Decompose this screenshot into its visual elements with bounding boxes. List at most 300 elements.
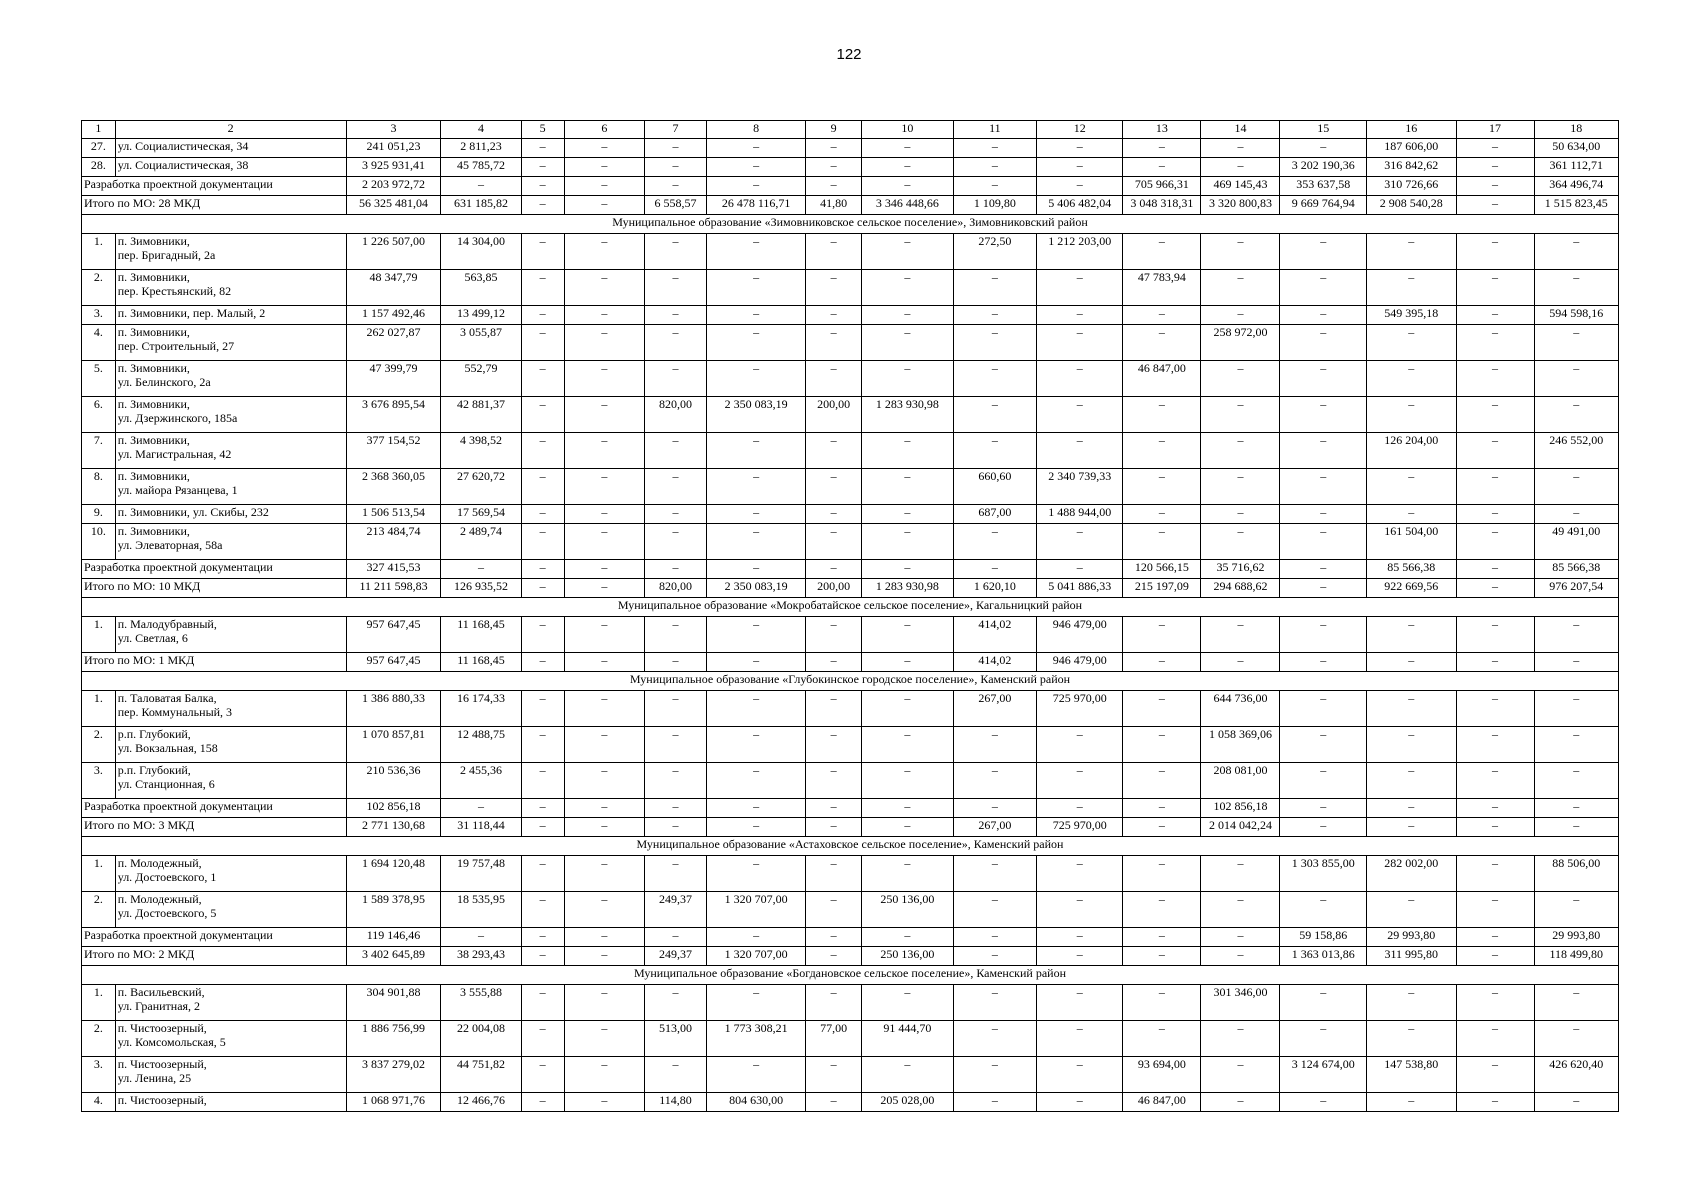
value-cell-col-12: –	[1036, 985, 1122, 1021]
column-number-2: 2	[115, 121, 346, 139]
row-number: 4.	[82, 325, 116, 361]
value-cell-col-14: –	[1201, 469, 1280, 505]
value-cell-col-9: –	[806, 234, 862, 270]
value-cell-col-17: –	[1456, 799, 1534, 818]
value-cell-col-3: 957 647,45	[346, 617, 441, 653]
building-row	[82, 505, 1619, 524]
value-cell-col-11: –	[953, 433, 1036, 469]
value-cell-col-8: –	[707, 856, 806, 892]
value-cell-col-12: –	[1036, 361, 1122, 397]
value-cell-col-10: –	[862, 985, 954, 1021]
value-cell-col-11: –	[953, 397, 1036, 433]
value-cell-col-9: –	[806, 361, 862, 397]
column-number-17: 17	[1456, 121, 1534, 139]
value-cell-col-4: 4 398,52	[441, 433, 521, 469]
value-cell-col-13: –	[1123, 653, 1201, 672]
value-cell-col-15: –	[1280, 560, 1366, 579]
value-cell-col-7: –	[644, 1057, 706, 1093]
value-cell-col-18: 85 566,38	[1534, 560, 1618, 579]
value-cell-col-6: –	[564, 505, 644, 524]
value-cell-col-16: 2 908 540,28	[1366, 196, 1456, 215]
value-cell-col-6: –	[564, 1093, 644, 1112]
value-cell-col-17: –	[1456, 560, 1534, 579]
value-cell-col-4: 13 499,12	[441, 306, 521, 325]
value-cell-col-9: –	[806, 799, 862, 818]
column-number-18: 18	[1534, 121, 1618, 139]
row-number: 10.	[82, 524, 116, 560]
row-number: 7.	[82, 433, 116, 469]
value-cell-col-11: –	[953, 325, 1036, 361]
value-cell-col-13: 47 783,94	[1123, 270, 1201, 306]
column-number-12: 12	[1036, 121, 1122, 139]
value-cell-col-14: –	[1201, 1021, 1280, 1057]
municipality-title: Муниципальное образование «Глубокинское городское поселение», Каменский район	[82, 672, 1619, 691]
value-cell-col-8: –	[707, 361, 806, 397]
value-cell-col-15: –	[1280, 306, 1366, 325]
value-cell-col-8: –	[707, 691, 806, 727]
value-cell-col-13: 705 966,31	[1123, 177, 1201, 196]
value-cell-col-13: –	[1123, 139, 1201, 158]
value-cell-col-3: 957 647,45	[346, 653, 441, 672]
value-cell-col-6: –	[564, 947, 644, 966]
value-cell-col-7: 820,00	[644, 579, 706, 598]
value-cell-col-11: 1 109,80	[953, 196, 1036, 215]
section-header-row	[82, 966, 1619, 985]
value-cell-col-13: –	[1123, 763, 1201, 799]
value-cell-col-7: –	[644, 433, 706, 469]
value-cell-col-5: –	[521, 799, 564, 818]
building-address: п. Чистоозерный, ул. Ленина, 25	[115, 1057, 346, 1093]
value-cell-col-6: –	[564, 397, 644, 433]
value-cell-col-4: 17 569,54	[441, 505, 521, 524]
row-number: 5.	[82, 361, 116, 397]
value-cell-col-16: –	[1366, 818, 1456, 837]
value-cell-col-6: –	[564, 856, 644, 892]
value-cell-col-5: –	[521, 892, 564, 928]
value-cell-col-10: –	[862, 361, 954, 397]
value-cell-col-17: –	[1456, 579, 1534, 598]
value-cell-col-12: 946 479,00	[1036, 653, 1122, 672]
value-cell-col-11: –	[953, 1021, 1036, 1057]
value-cell-col-6: –	[564, 799, 644, 818]
value-cell-col-8: –	[707, 325, 806, 361]
value-cell-col-16: 549 395,18	[1366, 306, 1456, 325]
summary-label: Разработка проектной документации	[82, 799, 347, 818]
value-cell-col-8: –	[707, 177, 806, 196]
value-cell-col-11: –	[953, 560, 1036, 579]
summary-label: Разработка проектной документации	[82, 928, 347, 947]
value-cell-col-13: –	[1123, 306, 1201, 325]
value-cell-col-9: –	[806, 505, 862, 524]
value-cell-col-12: 2 340 739,33	[1036, 469, 1122, 505]
value-cell-col-8: –	[707, 799, 806, 818]
building-row	[82, 325, 1619, 361]
value-cell-col-15: –	[1280, 653, 1366, 672]
value-cell-col-14: 258 972,00	[1201, 325, 1280, 361]
value-cell-col-16: –	[1366, 985, 1456, 1021]
value-cell-col-15: 9 669 764,94	[1280, 196, 1366, 215]
value-cell-col-5: –	[521, 505, 564, 524]
value-cell-col-14: –	[1201, 433, 1280, 469]
row-number: 3.	[82, 763, 116, 799]
value-cell-col-12: –	[1036, 270, 1122, 306]
value-cell-col-8: –	[707, 270, 806, 306]
value-cell-col-3: 2 368 360,05	[346, 469, 441, 505]
value-cell-col-6: –	[564, 325, 644, 361]
value-cell-col-5: –	[521, 1093, 564, 1112]
value-cell-col-5: –	[521, 1021, 564, 1057]
value-cell-col-5: –	[521, 158, 564, 177]
building-address: п. Зимовники, пер. Бригадный, 2а	[115, 234, 346, 270]
value-cell-col-13: –	[1123, 856, 1201, 892]
value-cell-col-15: –	[1280, 433, 1366, 469]
value-cell-col-13: –	[1123, 691, 1201, 727]
value-cell-col-6: –	[564, 763, 644, 799]
value-cell-col-16: –	[1366, 397, 1456, 433]
value-cell-col-14: –	[1201, 1057, 1280, 1093]
value-cell-col-16: –	[1366, 653, 1456, 672]
value-cell-col-8: –	[707, 560, 806, 579]
value-cell-col-18: 246 552,00	[1534, 433, 1618, 469]
value-cell-col-4: 2 489,74	[441, 524, 521, 560]
value-cell-col-10: –	[862, 691, 954, 727]
row-number: 2.	[82, 270, 116, 306]
value-cell-col-3: 11 211 598,83	[346, 579, 441, 598]
value-cell-col-16: –	[1366, 892, 1456, 928]
value-cell-col-3: 3 925 931,41	[346, 158, 441, 177]
building-row	[82, 270, 1619, 306]
value-cell-col-11: –	[953, 1093, 1036, 1112]
value-cell-col-10: 250 136,00	[862, 892, 954, 928]
value-cell-col-13: –	[1123, 947, 1201, 966]
building-row	[82, 306, 1619, 325]
value-cell-col-4: 12 488,75	[441, 727, 521, 763]
value-cell-col-16: 29 993,80	[1366, 928, 1456, 947]
value-cell-col-18: –	[1534, 361, 1618, 397]
value-cell-col-18: 29 993,80	[1534, 928, 1618, 947]
value-cell-col-15: –	[1280, 691, 1366, 727]
value-cell-col-11: –	[953, 763, 1036, 799]
summary-row	[82, 799, 1619, 818]
value-cell-col-10: –	[862, 799, 954, 818]
value-cell-col-11: –	[953, 139, 1036, 158]
value-cell-col-13: –	[1123, 158, 1201, 177]
value-cell-col-9: –	[806, 560, 862, 579]
value-cell-col-11: –	[953, 306, 1036, 325]
value-cell-col-3: 241 051,23	[346, 139, 441, 158]
value-cell-col-7: –	[644, 505, 706, 524]
value-cell-col-16: –	[1366, 1021, 1456, 1057]
value-cell-col-15: –	[1280, 139, 1366, 158]
value-cell-col-6: –	[564, 560, 644, 579]
value-cell-col-4: 31 118,44	[441, 818, 521, 837]
value-cell-col-18: 594 598,16	[1534, 306, 1618, 325]
value-cell-col-14: 2 014 042,24	[1201, 818, 1280, 837]
value-cell-col-18: 50 634,00	[1534, 139, 1618, 158]
value-cell-col-15: –	[1280, 270, 1366, 306]
value-cell-col-14: –	[1201, 234, 1280, 270]
value-cell-col-11: –	[953, 928, 1036, 947]
value-cell-col-12: –	[1036, 177, 1122, 196]
value-cell-col-8: –	[707, 818, 806, 837]
section-header-row	[82, 215, 1619, 234]
value-cell-col-13: –	[1123, 433, 1201, 469]
value-cell-col-14: –	[1201, 361, 1280, 397]
value-cell-col-17: –	[1456, 433, 1534, 469]
value-cell-col-10: 3 346 448,66	[862, 196, 954, 215]
value-cell-col-18: –	[1534, 469, 1618, 505]
value-cell-col-7: 820,00	[644, 397, 706, 433]
value-cell-col-9: –	[806, 928, 862, 947]
value-cell-col-7: –	[644, 270, 706, 306]
value-cell-col-14: –	[1201, 892, 1280, 928]
value-cell-col-4: 45 785,72	[441, 158, 521, 177]
summary-row	[82, 947, 1619, 966]
value-cell-col-16: 147 538,80	[1366, 1057, 1456, 1093]
value-cell-col-7: –	[644, 139, 706, 158]
value-cell-col-9: –	[806, 727, 862, 763]
summary-label: Итого по МО: 10 МКД	[82, 579, 347, 598]
value-cell-col-16: –	[1366, 325, 1456, 361]
value-cell-col-7: –	[644, 985, 706, 1021]
value-cell-col-17: –	[1456, 1021, 1534, 1057]
value-cell-col-9: –	[806, 617, 862, 653]
value-cell-col-6: –	[564, 727, 644, 763]
column-number-7: 7	[644, 121, 706, 139]
column-number-13: 13	[1123, 121, 1201, 139]
value-cell-col-17: –	[1456, 177, 1534, 196]
building-address: п. Васильевский, ул. Гранитная, 2	[115, 985, 346, 1021]
value-cell-col-11: –	[953, 270, 1036, 306]
building-row	[82, 763, 1619, 799]
value-cell-col-4: 631 185,82	[441, 196, 521, 215]
value-cell-col-11: –	[953, 524, 1036, 560]
value-cell-col-13: 46 847,00	[1123, 1093, 1201, 1112]
value-cell-col-14: –	[1201, 856, 1280, 892]
value-cell-col-5: –	[521, 469, 564, 505]
value-cell-col-16: –	[1366, 1093, 1456, 1112]
building-address: п. Малодубравный, ул. Светлая, 6	[115, 617, 346, 653]
value-cell-col-9: –	[806, 1057, 862, 1093]
value-cell-col-13: –	[1123, 818, 1201, 837]
value-cell-col-13: –	[1123, 397, 1201, 433]
building-address: п. Зимовники, ул. Белинского, 2а	[115, 361, 346, 397]
value-cell-col-14: –	[1201, 139, 1280, 158]
value-cell-col-14: –	[1201, 653, 1280, 672]
value-cell-col-9: –	[806, 1093, 862, 1112]
value-cell-col-15: –	[1280, 325, 1366, 361]
value-cell-col-5: –	[521, 306, 564, 325]
value-cell-col-6: –	[564, 928, 644, 947]
value-cell-col-16: –	[1366, 727, 1456, 763]
value-cell-col-14: –	[1201, 617, 1280, 653]
building-address: п. Таловатая Балка, пер. Коммунальный, 3	[115, 691, 346, 727]
value-cell-col-18: –	[1534, 799, 1618, 818]
value-cell-col-12: –	[1036, 560, 1122, 579]
value-cell-col-12: 5 406 482,04	[1036, 196, 1122, 215]
value-cell-col-10: –	[862, 177, 954, 196]
value-cell-col-15: –	[1280, 234, 1366, 270]
value-cell-col-15: 59 158,86	[1280, 928, 1366, 947]
value-cell-col-9: –	[806, 139, 862, 158]
value-cell-col-10: –	[862, 505, 954, 524]
value-cell-col-5: –	[521, 579, 564, 598]
value-cell-col-15: –	[1280, 1021, 1366, 1057]
value-cell-col-4: 3 555,88	[441, 985, 521, 1021]
value-cell-col-6: –	[564, 653, 644, 672]
row-number: 4.	[82, 1093, 116, 1112]
value-cell-col-3: 262 027,87	[346, 325, 441, 361]
value-cell-col-18: 426 620,40	[1534, 1057, 1618, 1093]
value-cell-col-3: 377 154,52	[346, 433, 441, 469]
value-cell-col-15: –	[1280, 579, 1366, 598]
value-cell-col-16: –	[1366, 799, 1456, 818]
value-cell-col-9: 77,00	[806, 1021, 862, 1057]
value-cell-col-9: –	[806, 524, 862, 560]
value-cell-col-17: –	[1456, 1093, 1534, 1112]
value-cell-col-3: 3 837 279,02	[346, 1057, 441, 1093]
value-cell-col-15: –	[1280, 763, 1366, 799]
column-number-9: 9	[806, 121, 862, 139]
value-cell-col-7: –	[644, 818, 706, 837]
value-cell-col-5: –	[521, 691, 564, 727]
value-cell-col-4: 2 455,36	[441, 763, 521, 799]
value-cell-col-8: –	[707, 433, 806, 469]
value-cell-col-8: 26 478 116,71	[707, 196, 806, 215]
value-cell-col-18: –	[1534, 397, 1618, 433]
building-address: п. Зимовники, ул. Дзержинского, 185а	[115, 397, 346, 433]
value-cell-col-3: 1 068 971,76	[346, 1093, 441, 1112]
value-cell-col-14: –	[1201, 505, 1280, 524]
value-cell-col-9: 41,80	[806, 196, 862, 215]
value-cell-col-9: –	[806, 985, 862, 1021]
value-cell-col-6: –	[564, 818, 644, 837]
column-number-14: 14	[1201, 121, 1280, 139]
value-cell-col-16: –	[1366, 505, 1456, 524]
value-cell-col-13: –	[1123, 469, 1201, 505]
value-cell-col-4: –	[441, 560, 521, 579]
building-address: п. Зимовники, пер. Строительный, 27	[115, 325, 346, 361]
value-cell-col-11: 267,00	[953, 691, 1036, 727]
row-number: 3.	[82, 306, 116, 325]
value-cell-col-10: –	[862, 928, 954, 947]
summary-label: Итого по МО: 3 МКД	[82, 818, 347, 837]
value-cell-col-11: –	[953, 361, 1036, 397]
value-cell-col-12: 1 488 944,00	[1036, 505, 1122, 524]
summary-row	[82, 560, 1619, 579]
value-cell-col-6: –	[564, 196, 644, 215]
value-cell-col-11: –	[953, 1057, 1036, 1093]
summary-row	[82, 928, 1619, 947]
value-cell-col-15: 3 124 674,00	[1280, 1057, 1366, 1093]
value-cell-col-11: –	[953, 985, 1036, 1021]
value-cell-col-6: –	[564, 158, 644, 177]
value-cell-col-12: 5 041 886,33	[1036, 579, 1122, 598]
value-cell-col-5: –	[521, 928, 564, 947]
building-row	[82, 1057, 1619, 1093]
value-cell-col-5: –	[521, 433, 564, 469]
value-cell-col-17: –	[1456, 469, 1534, 505]
value-cell-col-4: –	[441, 799, 521, 818]
value-cell-col-3: 1 070 857,81	[346, 727, 441, 763]
value-cell-col-9: –	[806, 691, 862, 727]
value-cell-col-9: –	[806, 763, 862, 799]
value-cell-col-5: –	[521, 617, 564, 653]
value-cell-col-11: 687,00	[953, 505, 1036, 524]
value-cell-col-4: 11 168,45	[441, 617, 521, 653]
value-cell-col-5: –	[521, 560, 564, 579]
value-cell-col-16: –	[1366, 361, 1456, 397]
value-cell-col-4: –	[441, 177, 521, 196]
value-cell-col-8: –	[707, 928, 806, 947]
value-cell-col-17: –	[1456, 234, 1534, 270]
value-cell-col-17: –	[1456, 1057, 1534, 1093]
value-cell-col-17: –	[1456, 818, 1534, 837]
value-cell-col-9: –	[806, 818, 862, 837]
value-cell-col-10: –	[862, 653, 954, 672]
value-cell-col-12: –	[1036, 1057, 1122, 1093]
value-cell-col-4: 563,85	[441, 270, 521, 306]
row-number: 2.	[82, 1021, 116, 1057]
value-cell-col-7: 114,80	[644, 1093, 706, 1112]
value-cell-col-7: –	[644, 691, 706, 727]
value-cell-col-15: 1 303 855,00	[1280, 856, 1366, 892]
value-cell-col-18: 88 506,00	[1534, 856, 1618, 892]
building-address: р.п. Глубокий, ул. Вокзальная, 158	[115, 727, 346, 763]
value-cell-col-10: 205 028,00	[862, 1093, 954, 1112]
row-number: 1.	[82, 234, 116, 270]
value-cell-col-10: –	[862, 727, 954, 763]
value-cell-col-6: –	[564, 139, 644, 158]
value-cell-col-7: –	[644, 560, 706, 579]
building-address: п. Зимовники, ул. Магистральная, 42	[115, 433, 346, 469]
value-cell-col-5: –	[521, 818, 564, 837]
value-cell-col-9: –	[806, 177, 862, 196]
column-number-16: 16	[1366, 121, 1456, 139]
value-cell-col-15: –	[1280, 1093, 1366, 1112]
value-cell-col-3: 1 386 880,33	[346, 691, 441, 727]
value-cell-col-3: 1 886 756,99	[346, 1021, 441, 1057]
value-cell-col-10: –	[862, 139, 954, 158]
value-cell-col-15: 3 202 190,36	[1280, 158, 1366, 177]
value-cell-col-18: –	[1534, 325, 1618, 361]
value-cell-col-16: 922 669,56	[1366, 579, 1456, 598]
value-cell-col-11: –	[953, 856, 1036, 892]
value-cell-col-7: –	[644, 799, 706, 818]
value-cell-col-16: 311 995,80	[1366, 947, 1456, 966]
section-header-row	[82, 598, 1619, 617]
value-cell-col-10: 91 444,70	[862, 1021, 954, 1057]
value-cell-col-7: –	[644, 325, 706, 361]
building-address: п. Чистоозерный,	[115, 1093, 346, 1112]
value-cell-col-18: –	[1534, 985, 1618, 1021]
value-cell-col-6: –	[564, 617, 644, 653]
value-cell-col-14: –	[1201, 1093, 1280, 1112]
value-cell-col-8: 1 773 308,21	[707, 1021, 806, 1057]
value-cell-col-14: –	[1201, 270, 1280, 306]
value-cell-col-17: –	[1456, 505, 1534, 524]
column-number-5: 5	[521, 121, 564, 139]
value-cell-col-4: 19 757,48	[441, 856, 521, 892]
value-cell-col-13: 3 048 318,31	[1123, 196, 1201, 215]
value-cell-col-6: –	[564, 433, 644, 469]
value-cell-col-17: –	[1456, 158, 1534, 177]
value-cell-col-5: –	[521, 524, 564, 560]
value-cell-col-13: –	[1123, 727, 1201, 763]
building-row	[82, 433, 1619, 469]
value-cell-col-10: –	[862, 270, 954, 306]
value-cell-col-9: –	[806, 469, 862, 505]
